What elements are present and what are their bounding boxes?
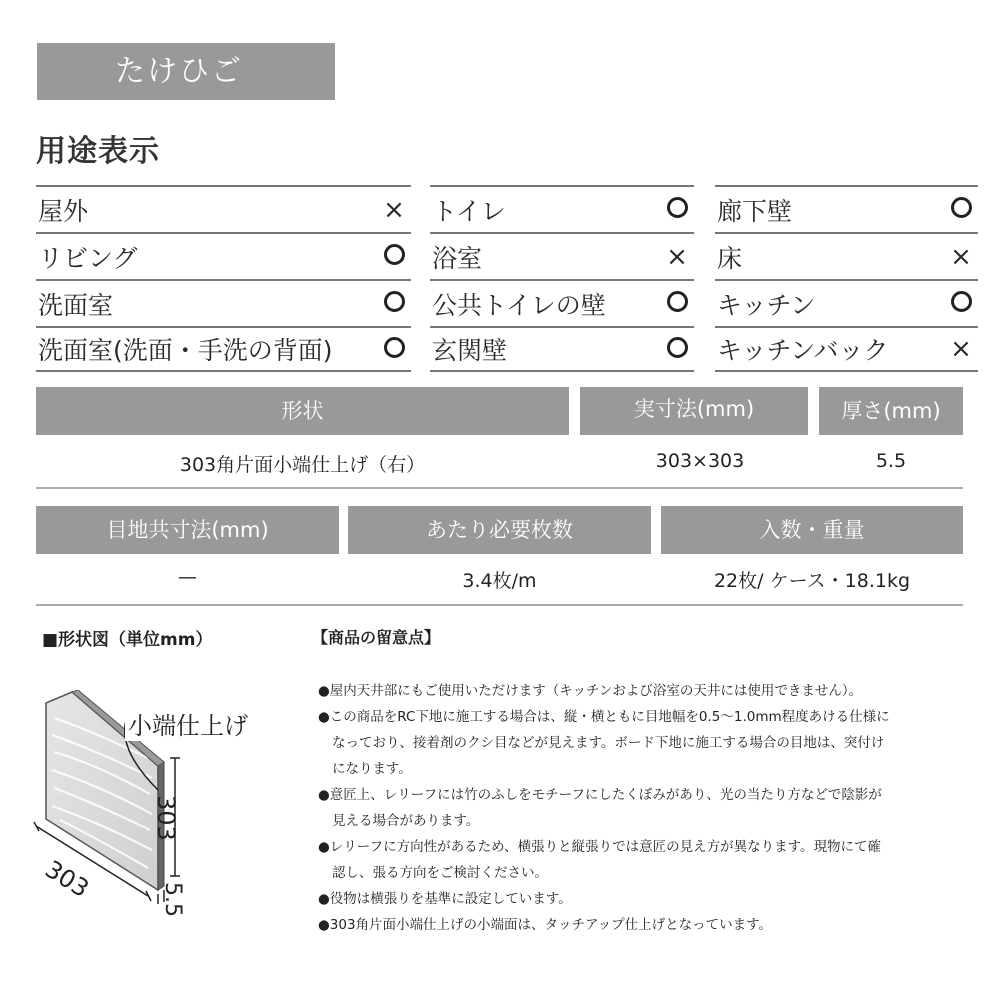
product-name-banner [37,43,335,100]
usage-heading: 用途表示 [36,134,160,169]
cross-mark-icon: × [950,241,972,272]
notes-list [318,678,978,938]
usage-label: 屋外 [38,196,89,226]
divider [36,487,963,489]
spec-header-shape: 形状 [36,387,569,435]
usage-label: 床 [717,243,743,273]
note-line: ●意匠上、レリーフには竹のふしをモチーフにしたくぼみがあり、光の当たり方などで陰影が [318,787,882,803]
usage-label: リビング [38,243,138,273]
spec-value-thickness: 5.5 [875,450,907,472]
spec-header-joint-size: 目地共寸法(mm) [36,506,339,554]
usage-column-3 [715,185,978,373]
usage-mark [948,289,978,318]
edge-label: 小端仕上げ [125,706,251,741]
circle-mark-icon [951,197,972,218]
width-dimension-tick [34,822,39,831]
note-item [318,678,978,704]
note-item [318,834,978,886]
usage-mark [664,242,694,272]
usage-row [430,279,694,326]
usage-mark [664,195,694,224]
usage-mark [381,335,411,364]
product-name: たけひご [115,54,243,89]
usage-row [715,232,978,279]
cross-mark-icon: × [950,334,972,364]
usage-mark [948,242,978,272]
spec-value-shape: 303角片面小端仕上げ（右） [179,454,426,476]
usage-label: 洗面室 [38,290,114,320]
usage-row [430,232,694,279]
note-line: ●レリーフに方向性があるため、横張りと縦張りでは意匠の見え方が異なります。現物にて確 [318,839,881,855]
note-item [318,912,978,938]
note-item [318,886,978,912]
usage-row [715,185,978,232]
note-item [318,782,978,834]
note-line: なっており、接着剤のクシ目などが見えます。ボード下地に施工する場合の目地は、突付け [332,735,885,751]
usage-row [36,232,411,279]
circle-mark-icon [667,337,688,358]
note-line: 見える場合があります。 [332,813,480,829]
note-line: ●役物は横張りを基準に設定しています。 [318,891,572,907]
usage-label: キッチン [717,290,816,320]
usage-mark [664,335,694,364]
usage-label: キッチンバック [717,336,889,365]
spec-value-package-weight: 22枚/ ケース・18.1kg [713,570,911,592]
usage-label: 公共トイレの壁 [432,290,606,320]
spec-value-size: 303×303 [655,450,745,472]
spec-value-joint-size: — [178,566,197,588]
thickness-label: 5.5 [160,882,185,917]
spec-header-size: 実寸法(mm) [580,387,808,435]
circle-mark-icon [384,337,405,358]
usage-label: 廊下壁 [717,196,793,226]
note-line: になります。 [332,761,412,777]
usage-mark [381,289,411,318]
usage-column-1 [36,185,411,373]
usage-row [430,185,694,232]
usage-mark [948,195,978,224]
note-line: ●屋内天井部にもご使用いただけます（キッチンおよび浴室の天井には使用できません）。 [318,683,863,699]
usage-mark [381,242,411,271]
usage-label: 浴室 [432,243,483,273]
cross-mark-icon: × [383,194,405,225]
usage-row [36,326,411,372]
notes-heading: 【商品の留意点】 [312,628,441,647]
diagram-heading: ■形状図（単位mm） [42,630,213,650]
note-line: ●この商品をRC下地に施工する場合は、縦・横ともに目地幅を0.5〜1.0mm程度あける仕様に [318,709,890,725]
usage-mark [948,334,978,364]
note-item [318,704,978,782]
divider [36,604,963,606]
circle-mark-icon [384,291,405,312]
height-label: 303 [152,795,180,841]
spec-value-quantity-per-area: 3.4枚/m [462,570,537,592]
spec-header-package-weight: 入数・重量 [661,506,963,554]
usage-row [430,326,694,372]
usage-label: 洗面室(洗面・手洗の背面) [38,336,333,365]
usage-label: 玄関壁 [432,336,508,365]
spec-header-quantity-per-area: あたり必要枚数 [348,506,651,554]
circle-mark-icon [667,291,688,312]
spec-header-thickness: 厚さ(mm) [819,387,963,435]
circle-mark-icon [667,197,688,218]
usage-column-2 [430,185,694,373]
usage-row [715,279,978,326]
usage-mark [381,195,411,225]
cross-mark-icon: × [666,241,688,272]
width-label: 303 [40,855,94,904]
usage-mark [664,289,694,318]
usage-row [36,279,411,326]
note-line: ●303角片面小端仕上げの小端面は、タッチアップ仕上げとなっています。 [318,917,773,933]
usage-row [715,326,978,372]
note-line: 認し、張る方向をご検討ください。 [332,865,548,881]
usage-row [36,185,411,232]
circle-mark-icon [384,244,405,265]
usage-label: トイレ [432,196,506,226]
circle-mark-icon [951,291,972,312]
